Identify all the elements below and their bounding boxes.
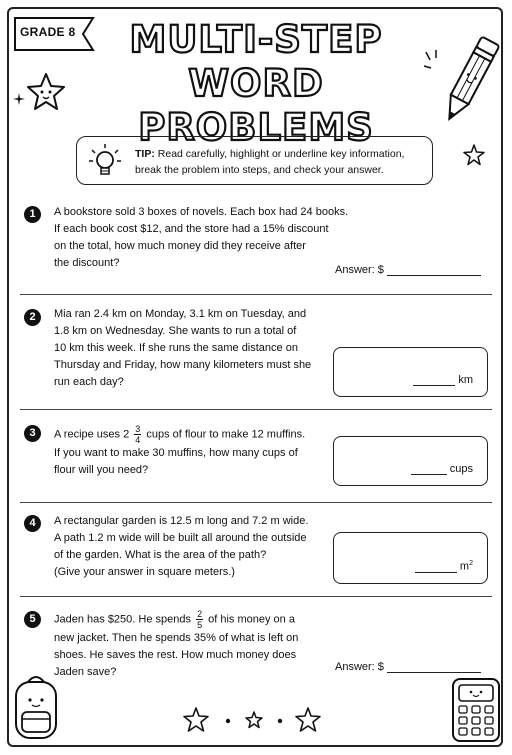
answer-blank[interactable] <box>415 561 457 573</box>
question-line: Thursday and Friday, how many kilometers must she <box>54 359 312 371</box>
sparkle-icon <box>12 92 26 106</box>
question-line <box>54 609 298 630</box>
calculator-icon <box>450 676 502 744</box>
divider <box>20 409 492 410</box>
answer-label: Answer: $ <box>335 264 384 276</box>
answer-line <box>335 661 481 673</box>
answer-unit-row <box>415 560 473 573</box>
answer-label: Answer: $ <box>335 661 384 673</box>
question-line: A rectangular garden is 12.5 m long and 7.2 m wide. <box>54 515 309 527</box>
question-line-end: of his money on a <box>208 613 295 626</box>
question-text <box>54 513 308 581</box>
question-line: If you want to make 30 muffins, how many cups of <box>54 447 298 459</box>
tip-label: TIP: <box>135 148 155 160</box>
question-line: of the garden. What is the area of the path? <box>54 549 267 561</box>
question-line: (Give your answer in square meters.) <box>54 566 235 578</box>
fraction-numerator: 3 <box>135 424 141 434</box>
answer-blank[interactable] <box>411 463 447 475</box>
question-line-end: cups of flour to make 12 muffins. <box>146 428 306 441</box>
tip-line-2: break the problem into steps, and check your answer. <box>135 164 384 176</box>
question-line: A bookstore sold 3 boxes of novels. Each box had 24 books. <box>54 206 349 218</box>
question-line: the discount? <box>54 257 120 269</box>
question-number: 2 <box>24 309 41 326</box>
question-text <box>54 424 305 479</box>
pencil-icon <box>440 30 500 130</box>
question-number: 5 <box>24 611 41 628</box>
answer-box[interactable] <box>333 532 488 584</box>
divider <box>20 502 492 503</box>
title-line-2: WORD PROBLEMS <box>138 62 374 149</box>
fraction-denominator: 5 <box>197 620 203 630</box>
answer-blank[interactable] <box>387 661 481 673</box>
answer-unit: km <box>458 374 473 386</box>
question-line: Mia ran 2.4 km on Monday, 3.1 km on Tuesday, and <box>54 308 307 320</box>
answer-line <box>335 264 481 276</box>
tip-line-1: Read carefully, highlight or underline key information, <box>157 148 405 160</box>
divider <box>20 294 492 295</box>
fraction <box>196 609 203 630</box>
question-line: If each book cost $12, and the store had a 15% discount <box>54 223 329 235</box>
question-line: run each day? <box>54 376 124 388</box>
answer-unit-exponent: 2 <box>469 560 473 568</box>
question-line: Jaden save? <box>54 666 117 678</box>
question-line: flour will you need? <box>54 464 149 476</box>
star-icon <box>25 72 67 112</box>
sparkle-lines-icon <box>422 48 442 74</box>
question-line-start: A recipe uses 2 <box>54 428 130 441</box>
answer-blank[interactable] <box>387 264 481 276</box>
answer-box[interactable] <box>333 347 488 397</box>
answer-blank[interactable] <box>413 374 455 386</box>
grade-label: GRADE 8 <box>20 25 76 39</box>
question-line: 1.8 km on Wednesday. She wants to run a total of <box>54 325 297 337</box>
fraction <box>134 424 141 445</box>
page-title <box>86 18 426 150</box>
question-number: 4 <box>24 515 41 532</box>
star-icon <box>463 144 485 166</box>
question-line-start: Jaden has $250. He spends <box>54 613 191 626</box>
tip-box <box>76 136 433 185</box>
fraction-numerator: 2 <box>197 609 203 619</box>
divider <box>20 596 492 597</box>
question-text <box>54 306 311 391</box>
answer-unit: m <box>459 561 470 573</box>
fraction-denominator: 4 <box>135 435 141 445</box>
question-number: 1 <box>24 206 41 223</box>
answer-unit-row <box>411 463 473 475</box>
backpack-icon <box>10 672 62 742</box>
answer-unit-row <box>413 374 473 386</box>
question-line: A path 1.2 m wide will be built all around the outside <box>54 532 307 544</box>
answer-box[interactable] <box>333 436 488 486</box>
tip-text <box>135 146 427 178</box>
question-line: 10 km this week. If she runs the same distance on <box>54 342 298 354</box>
answer-unit: cups <box>449 463 473 475</box>
question-line: new jacket. Then he spends 35% of what is left on <box>54 632 299 644</box>
question-line: shoes. He saves the rest. How much money does <box>54 649 297 661</box>
lightbulb-icon <box>88 142 122 182</box>
question-text <box>54 204 348 272</box>
question-line <box>54 424 305 445</box>
question-text <box>54 609 298 681</box>
question-line: on the total, how much money did they receive after <box>54 240 306 252</box>
stars-decoration <box>182 706 332 734</box>
title-line-1: MULTI-STEP <box>129 18 383 61</box>
question-number: 3 <box>24 425 41 442</box>
